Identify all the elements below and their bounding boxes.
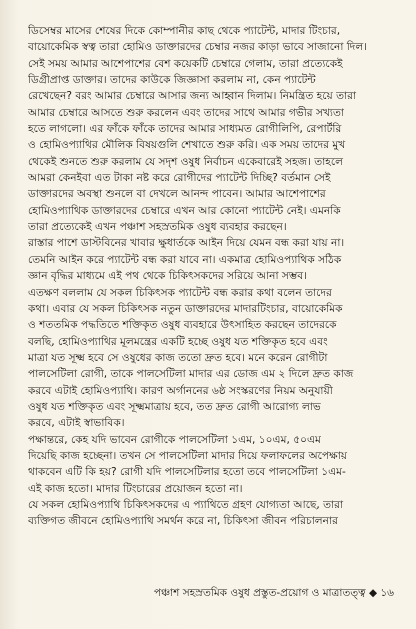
text-line: থাকবেন এটি কি হয়? রোগী যদি পালসেটিলার হতো তবে পালসেটিলা ১এম- xyxy=(28,466,346,479)
page-footer xyxy=(0,586,394,603)
text-line: তেমনি আইন করে প্যাটেন্ট বন্ধ করা যাবে না। একমাত্র হোমিওপ্যাথিক সঠিক xyxy=(28,253,342,266)
footer-separator: ◆ xyxy=(368,587,378,599)
text-line: হতে লাগলো। এর ফাঁকে ফাঁকে তাদের আমার সাধ্যমত রোগীলিপি, রেপার্টরি xyxy=(28,123,342,136)
text-line: যে সকল হোমিওপ্যাথি চিকিৎসকদের এ প্যাথিতে গ্রহণ যোগ্যতা আছে, তারা xyxy=(28,498,344,511)
text-line: ডিগ্রীপ্রাপ্ত ডাক্তার। তাদের কাউকে জিজ্ঞাসা করলাম না, কেন প্যাটেন্ট xyxy=(28,74,316,87)
text-line: এই কাজ হতো। মাদার টিংচারের প্রয়োজন হতো না। xyxy=(28,482,243,495)
text-line: রাস্তার পাশে ডাস্টবিনের খাবার ক্ষুধার্তকে আইন দিয়ে যেমন বন্ধ করা যায় না। xyxy=(28,237,345,250)
text-line: করবে, এটাই স্বাভাবিক। xyxy=(28,417,125,430)
text-line: ও হোমিওপ্যাথির মৌলিক বিষয়গুলি শেখাতে শুরু করি। এক সময় তাদের মুখ xyxy=(28,139,346,152)
running-title: পঞ্চাশ সহস্রতমিক ওষুধ প্রস্তুত-প্রয়োগ ও মাত্রাতত্ত্ব xyxy=(153,587,366,599)
text-line: ডিসেম্বর মাসের শেষের দিকে কোম্পানীর কাছ থেকে প্যাটেন্ট, মাদার টিংচার, xyxy=(28,25,341,37)
text-line: দিয়েছি কাজ হচ্ছেনা। তখন সে পালসেটিলা মাদার দিয়ে ফলাফলের অপেক্ষায় xyxy=(28,449,348,462)
text-line: ওষুধ যত শক্তিকৃত এবং সূক্ষ্মমাত্রায় হবে, তত দ্রুত রোগী আরোগ্য লাভ xyxy=(28,400,321,413)
body-text xyxy=(28,23,398,530)
text-line: সেই সময় আমার আশেপাশের বেশ কয়েকটি চেম্বারে গেলাম, তারা প্রত্যেকেই xyxy=(28,57,343,70)
text-line: হোমিওপ্যাথিক ডাক্তারদের চেম্বারে এখন আর কোনো প্যাটেন্ট নেই। এমনকি xyxy=(28,204,341,217)
text-line: আমার চেম্বারে আসতে শুরু করলেন এবং তাদের সাথে আমার গভীর সখ্যতা xyxy=(28,106,345,119)
text-line: কথা। এবার যে সকল চিকিৎসক নতুন ডাক্তারদের মাদারটিংচার, বায়োকেমিক xyxy=(28,302,343,315)
text-line: পক্ষান্তরে, কেহ যদি ভাবেন রোগীকে পালসেটিলা ১এম, ১০এম, ৫০এম xyxy=(28,433,321,446)
text-line: থেকেই শুনতে শুরু করলাম যে সদৃশ ওষুধ নির্বাচন একেবারেই সহজ। তাহলে xyxy=(28,155,344,168)
text-line: ব্যক্তিগত জীবনে হোমিওপ্যাথি সমর্থন করে না, চিকিৎসা জীবন পরিচালনার xyxy=(28,515,338,528)
page-number: ১৬ xyxy=(380,587,394,599)
text-line: আমরা কেনইবা এত টাকা নষ্ট করে রোগীদের প্যাটেন্ট দিচ্ছি? বর্তমান সেই xyxy=(28,172,331,185)
text-line: তারা প্রত্যেকেই এখন পঞ্চাশ সহস্রতমিক ওষুধ ব্যবহার করছেন। xyxy=(28,221,287,234)
text-line: এতক্ষণ বললাম যে সকল চিকিৎসক প্যাটেন্ট বন্ধ করার কথা বলেন তাদের xyxy=(28,286,332,299)
text-line: মাত্রা যত সূক্ষ্ম হবে সে ওষুধের কাজ ততো দ্রুত হবে। মনে করেন রোগীটা xyxy=(28,351,328,364)
text-line: করবে এটাই হোমিওপ্যাথি। কারণ অর্গাননের ৬ষ্ঠ সংস্করণের নিয়ম অনুযায়ী xyxy=(28,384,333,397)
text-line: বলছি, হোমিওপ্যাথির মূলমন্ত্রের একটি হচ্ছে ওষুধ যত শক্তিকৃত হবে এবং xyxy=(28,335,328,348)
text-line: ও শততমিক পদ্ধতিতে শক্তিকৃত ওষুধ ব্যবহারে উৎসাহিত করছেন তাদেরকে xyxy=(28,319,337,332)
text-line: রেখেছেন? বরং আমার চেম্বারে আসার জন্য আহ্বান দিলাম। নিমন্ত্রিত হয়ে তারা xyxy=(28,90,357,103)
text-line: বায়োকেমিক স্বত্ব তারা হোমিও ডাক্তারদের চেম্বার নজর কাড়া ভাবে সাজানো দিল। xyxy=(28,41,368,54)
text-line: ডাক্তারদের অবস্থা শুনলে বা দেখলে আনন্দ পাবেন। আমার আশেপাশের xyxy=(28,188,326,201)
text-line: পালসেটিলা রোগী, তাকে পালসেটিলা মাদার এর ডোজ এম ২ দিলে দ্রুত কাজ xyxy=(28,368,354,381)
text-line: জ্ঞান বৃদ্ধির মাধ্যমে এই পথ থেকে চিকিৎসকদের সরিয়ে আনা সম্ভব। xyxy=(28,270,307,283)
